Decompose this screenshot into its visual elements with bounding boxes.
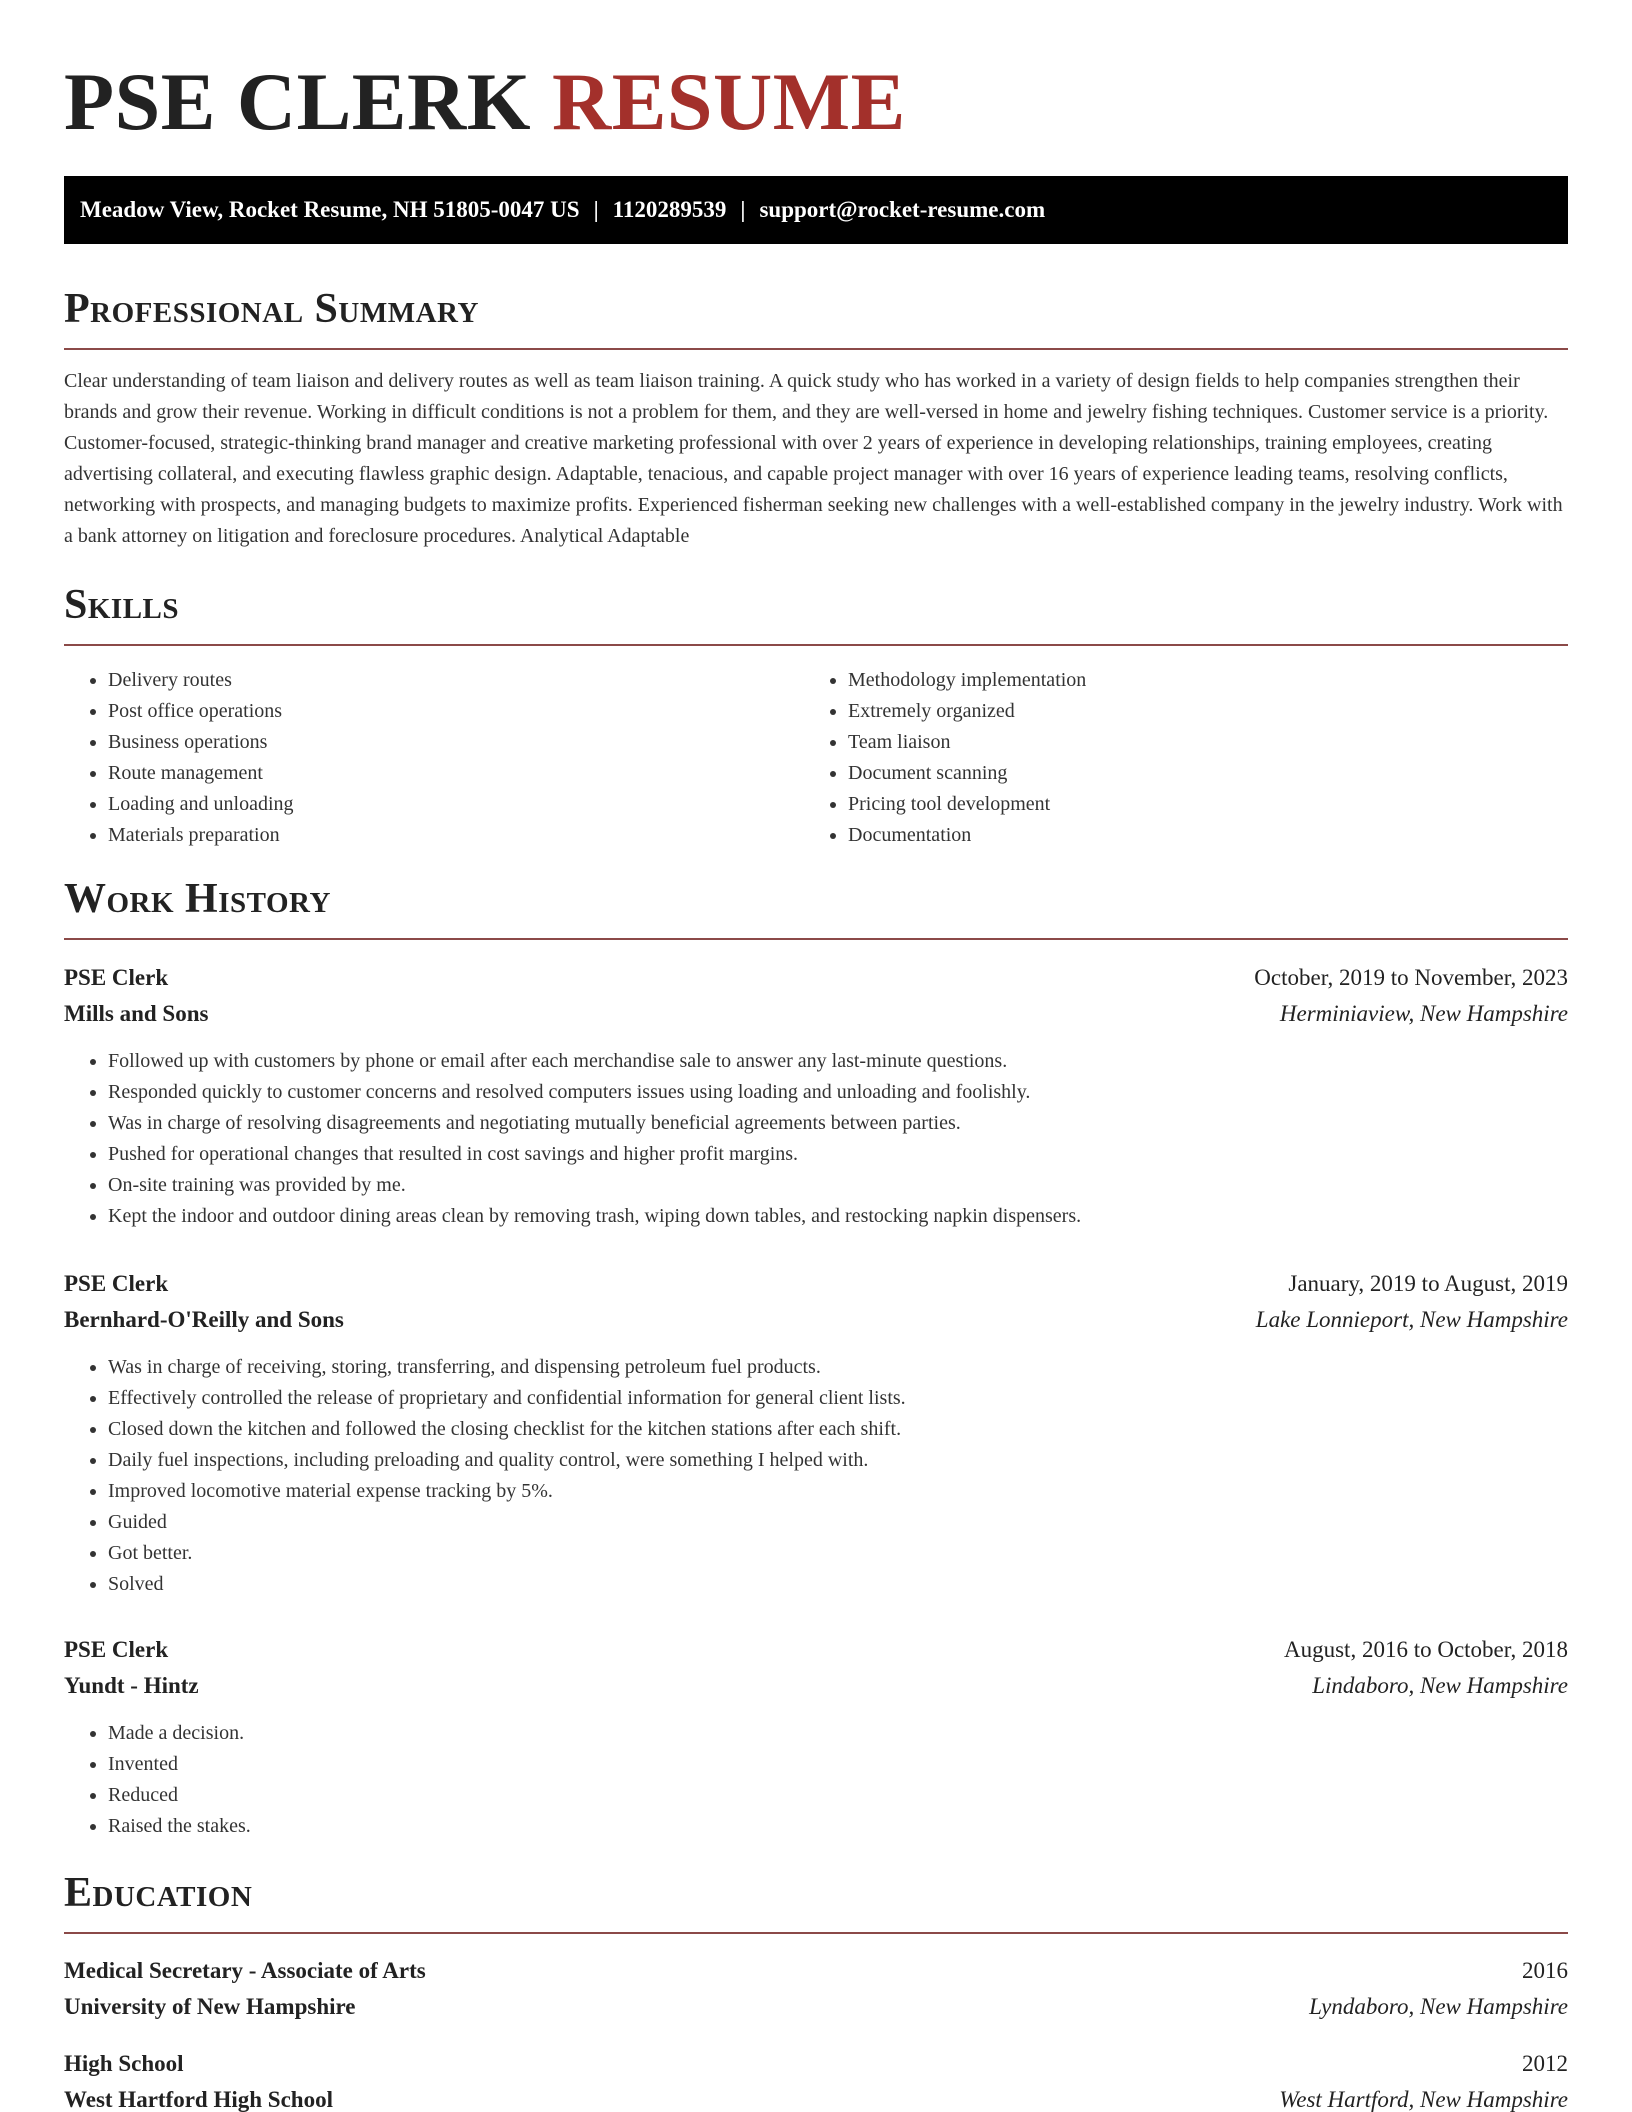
contact-bar	[64, 176, 1568, 244]
edu-year: 2012	[1522, 2051, 1568, 2076]
job-row-bottom	[64, 996, 1568, 1032]
job-bullets	[64, 1352, 1568, 1600]
summary-heading: Professional Summary	[64, 284, 1568, 350]
job-entry	[64, 1632, 1568, 1842]
edu-row-top	[64, 1953, 1568, 1989]
job-row-bottom	[64, 1668, 1568, 1704]
job-bullet: • Pushed for operational changes that resulted in cost savings and higher profit margins.	[108, 1139, 1568, 1170]
edu-location: Lyndaboro, New Hampshire	[1309, 1994, 1568, 2019]
job-bullet: • Kept the indoor and outdoor dining areas clean by removing trash, wiping down tables, and restocking napkin dispensers.	[108, 1201, 1568, 1232]
job-title: PSE Clerk	[64, 1637, 169, 1662]
skills-left-column	[64, 665, 804, 851]
summary-text: Clear understanding of team liaison and delivery routes as well as team liaison training. A quick study who has worked in a variety of design fields to help companies strengthen their brands and grow their revenue. Working in difficult conditions is not a problem for them, and they are well-versed in home and jewelry fishing techniques. Customer service is a priority. Customer-focused, strategic-thinking brand manager and creative marketing professional with over 2 years of experience in developing relationships, training employees, creating advertising collateral, and executing flawless graphic design. Adaptable, tenacious, and capable project manager with over 16 years of experience leading teams, resolving conflicts, networking with prospects, and managing budgets to maximize profits. Experienced fisherman seeking new challenges with a well-established company in the jewelry industry. Work with a bank attorney on litigation and foreclosure procedures. Analytical Adaptable	[64, 370, 1563, 547]
job-bullet: • Raised the stakes.	[108, 1811, 1568, 1842]
edu-degree: Medical Secretary - Associate of Arts	[64, 1958, 426, 1983]
skill-item: • Team liaison	[848, 727, 1544, 758]
skill-item: • Documentation	[848, 820, 1544, 851]
job-dates: August, 2016 to October, 2018	[1284, 1637, 1568, 1662]
job-bullet: • Effectively controlled the release of proprietary and confidential information for general client lists.	[108, 1383, 1568, 1414]
job-company: Mills and Sons	[64, 1001, 209, 1026]
job-bullet: • Got better.	[108, 1538, 1568, 1569]
job-bullet: • Invented	[108, 1749, 1568, 1780]
skill-item: • Business operations	[108, 727, 804, 758]
job-bullets	[64, 1718, 1568, 1842]
job-location: Herminiaview, New Hampshire	[1279, 1001, 1568, 1026]
skill-item: • Methodology implementation	[848, 665, 1544, 696]
edu-school: University of New Hampshire	[64, 1994, 356, 2019]
job-bullet: • Was in charge of receiving, storing, transferring, and dispensing petroleum fuel products.	[108, 1352, 1568, 1383]
job-entry	[64, 1266, 1568, 1600]
job-bullet: • Followed up with customers by phone or email after each merchandise sale to answer any last-minute questions.	[108, 1046, 1568, 1077]
job-title: PSE Clerk	[64, 1271, 169, 1296]
edu-year: 2016	[1522, 1958, 1568, 1983]
job-entry	[64, 960, 1568, 1232]
skill-item: • Post office operations	[108, 696, 804, 727]
job-bullets	[64, 1046, 1568, 1232]
work-heading: Work History	[64, 874, 1568, 940]
education-entry	[64, 2046, 1568, 2112]
job-bullet: • On-site training was provided by me.	[108, 1170, 1568, 1201]
job-bullet: • Improved locomotive material expense tracking by 5%.	[108, 1476, 1568, 1507]
edu-row-bottom	[64, 1989, 1568, 2025]
contact-email[interactable]: support@rocket-resume.com	[759, 197, 1046, 222]
job-bullet: • Responded quickly to customer concerns and resolved computers issues using loading and unloading and foolishly.	[108, 1077, 1568, 1108]
job-location: Lindaboro, New Hampshire	[1312, 1673, 1568, 1698]
job-bullet: • Guided	[108, 1507, 1568, 1538]
skills-right-column	[804, 665, 1544, 851]
job-company: Bernhard-O'Reilly and Sons	[64, 1307, 344, 1332]
job-row-top	[64, 1632, 1568, 1668]
job-bullet: • Daily fuel inspections, including preloading and quality control, were something I helped with.	[108, 1445, 1568, 1476]
job-title: PSE Clerk	[64, 965, 169, 990]
job-row-bottom	[64, 1302, 1568, 1338]
contact-separator: |	[593, 197, 599, 222]
resume-title	[64, 54, 906, 150]
job-dates: October, 2019 to November, 2023	[1254, 965, 1568, 990]
job-bullet: • Made a decision.	[108, 1718, 1568, 1749]
job-row-top	[64, 960, 1568, 996]
title-accent: RESUME	[552, 56, 906, 147]
job-bullet: • Reduced	[108, 1780, 1568, 1811]
skill-item: • Delivery routes	[108, 665, 804, 696]
job-bullet: • Closed down the kitchen and followed the closing checklist for the kitchen stations after each shift.	[108, 1414, 1568, 1445]
education-entry	[64, 1953, 1568, 2025]
contact-address: Meadow View, Rocket Resume, NH 51805-0047 US	[80, 197, 580, 222]
skill-item: • Extremely organized	[848, 696, 1544, 727]
job-bullet: • Solved	[108, 1569, 1568, 1600]
edu-degree: High School	[64, 2051, 184, 2076]
edu-location: West Hartford, New Hampshire	[1279, 2087, 1568, 2112]
job-dates: January, 2019 to August, 2019	[1288, 1271, 1568, 1296]
job-location: Lake Lonnieport, New Hampshire	[1255, 1307, 1568, 1332]
job-company: Yundt - Hintz	[64, 1673, 199, 1698]
edu-row-top	[64, 2046, 1568, 2082]
skill-item: • Pricing tool development	[848, 789, 1544, 820]
job-row-top	[64, 1266, 1568, 1302]
skill-item: • Route management	[108, 758, 804, 789]
skills-heading: Skills	[64, 580, 1568, 646]
edu-school: West Hartford High School	[64, 2087, 333, 2112]
skills-list-right	[804, 665, 1544, 851]
skill-item: • Document scanning	[848, 758, 1544, 789]
job-bullet: • Was in charge of resolving disagreements and negotiating mutually beneficial agreements between parties.	[108, 1108, 1568, 1139]
skill-item: • Materials preparation	[108, 820, 804, 851]
skill-item: • Loading and unloading	[108, 789, 804, 820]
skills-list-left	[64, 665, 804, 851]
contact-phone[interactable]: 1120289539	[612, 197, 727, 222]
edu-row-bottom	[64, 2082, 1568, 2112]
contact-separator: |	[740, 197, 746, 222]
education-heading: Education	[64, 1868, 1568, 1934]
title-main: PSE CLERK	[64, 56, 531, 147]
